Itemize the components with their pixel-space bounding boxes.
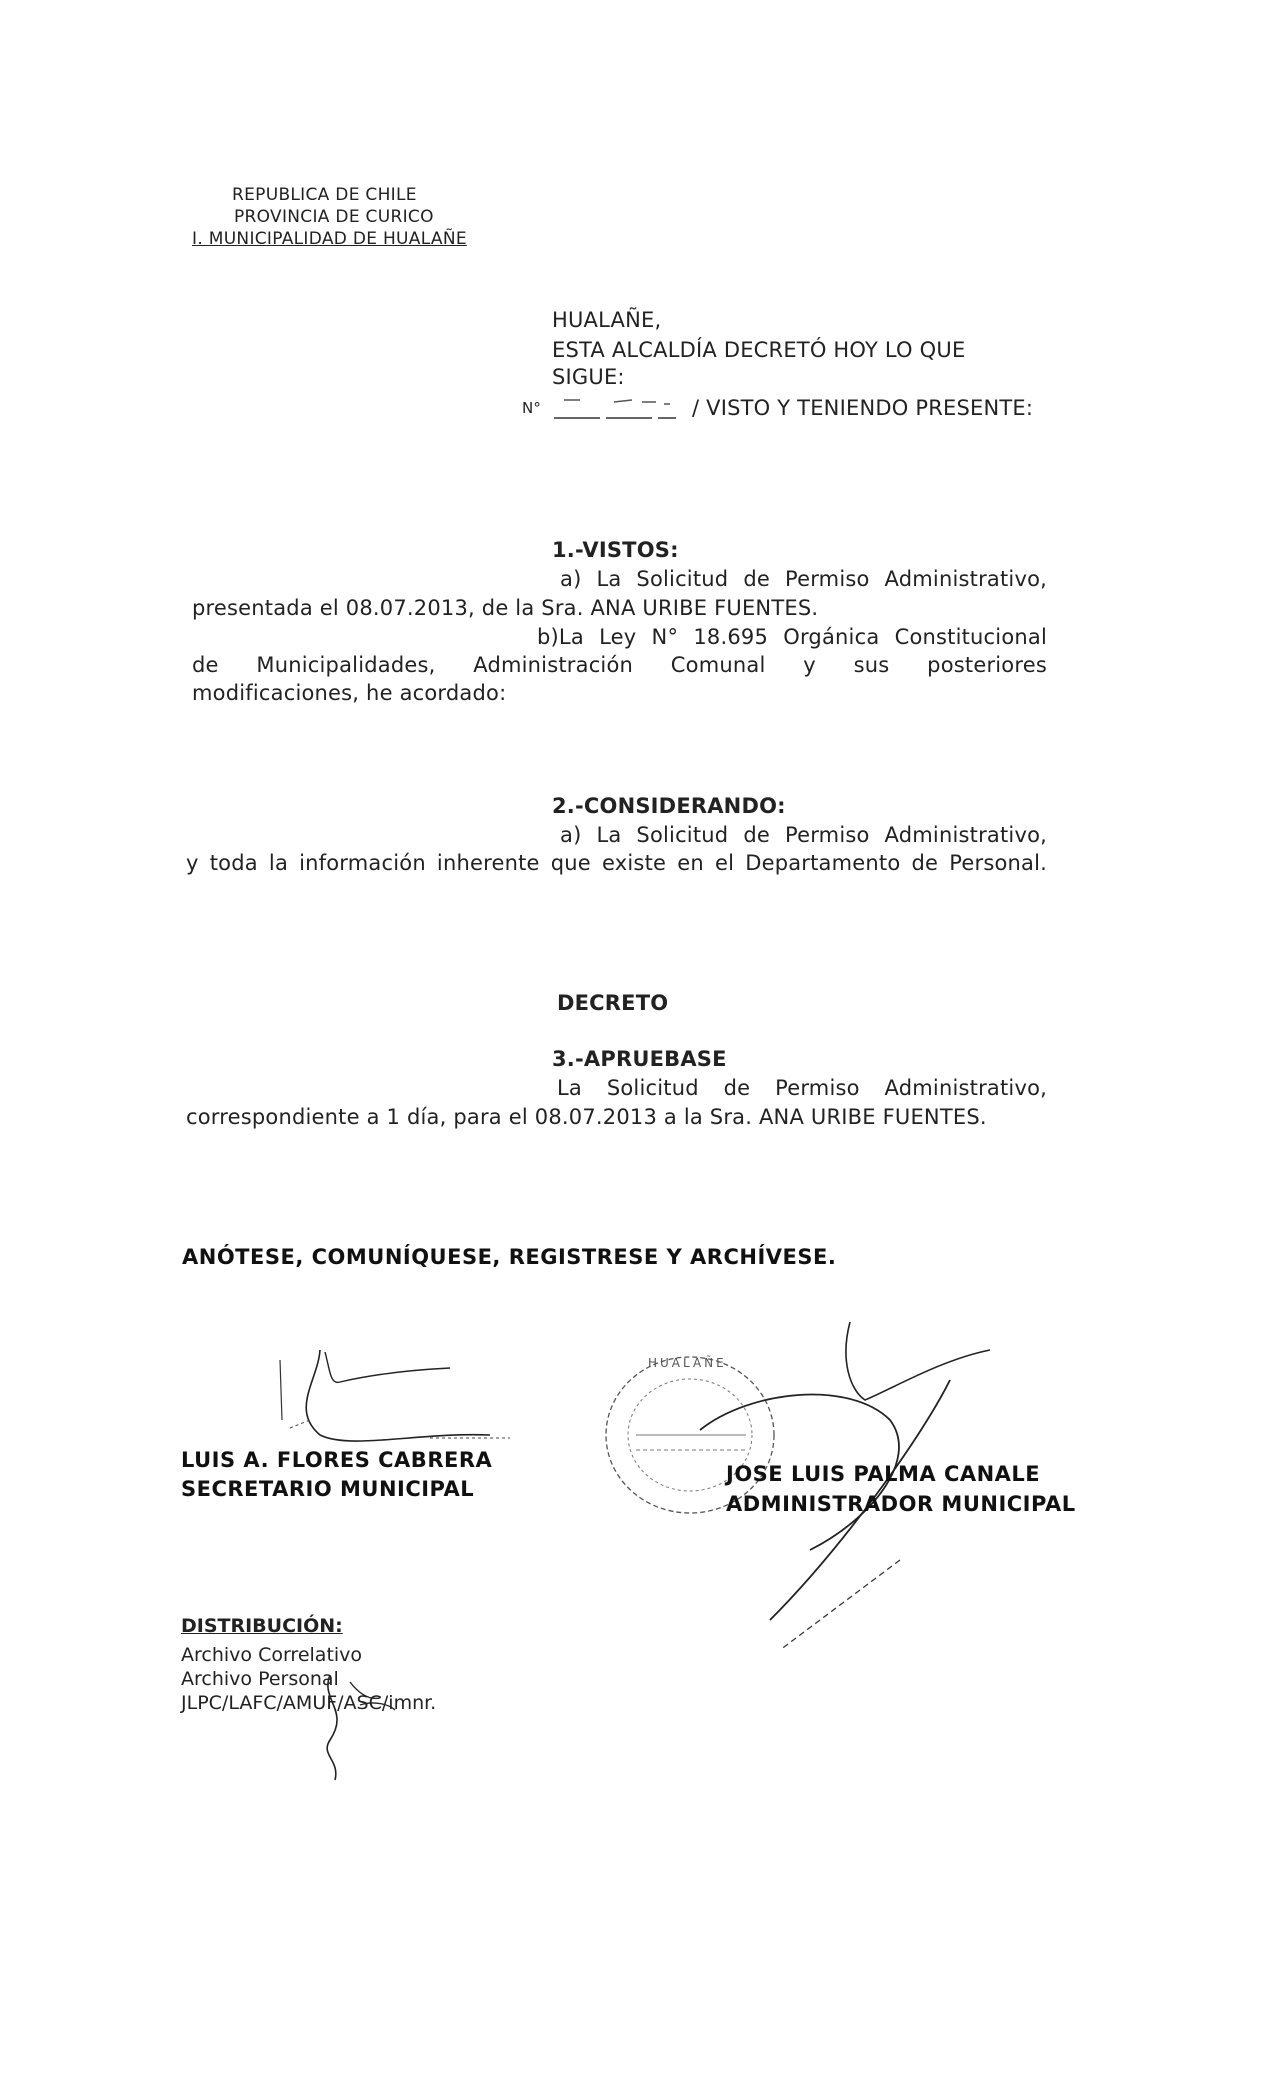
intro-line-2: SIGUE: [552, 365, 625, 389]
decreto-heading: DECRETO [557, 991, 669, 1015]
vistos-b-line-1: b)La Ley N° 18.695 Orgánica Constitucional [537, 625, 1047, 649]
left-signer-title: SECRETARIO MUNICIPAL [181, 1477, 475, 1501]
decree-number-handwritten [552, 392, 692, 422]
left-signer-name: LUIS A. FLORES CABRERA [181, 1448, 493, 1472]
closing-formula: ANÓTESE, COMUNÍQUESE, REGISTRESE Y ARCHÍVESE. [182, 1245, 837, 1269]
visto-presente: / VISTO Y TENIENDO PRESENTE: [692, 396, 1034, 420]
decreto-line-1: La Solicitud de Permiso Administrativo, [557, 1076, 1047, 1100]
decree-number-label: N° [522, 399, 542, 417]
apruebase-heading: 3.-APRUEBASE [552, 1047, 727, 1071]
header-province: PROVINCIA DE CURICO [234, 207, 434, 227]
vistos-b-line-2: de Municipalidades, Administración Comunal y sus posteriores [192, 653, 1047, 677]
vistos-heading: 1.-VISTOS: [552, 538, 679, 562]
distribution-heading: DISTRIBUCIÓN: [181, 1615, 343, 1637]
distribution-item: Archivo Correlativo [181, 1644, 363, 1666]
header-municipality: I. MUNICIPALIDAD DE HUALAÑE [192, 229, 467, 249]
header-country: REPUBLICA DE CHILE [232, 185, 417, 205]
vistos-a-line-1: a) La Solicitud de Permiso Administrativo, [560, 567, 1047, 591]
left-signature [270, 1340, 530, 1450]
seal-text: HUALAÑE [648, 1356, 727, 1370]
right-signer-name: JOSE LUIS PALMA CANALE [726, 1462, 1041, 1486]
right-signer-title: ADMINISTRADOR MUNICIPAL [726, 1492, 1076, 1516]
considerando-heading: 2.-CONSIDERANDO: [552, 794, 786, 818]
vistos-b-line-3: modificaciones, he acordado: [192, 681, 507, 705]
initials-mark [300, 1670, 420, 1790]
intro-line-1: ESTA ALCALDÍA DECRETÓ HOY LO QUE [552, 338, 966, 362]
decreto-line-2: correspondiente a 1 día, para el 08.07.2013 a la Sra. ANA URIBE FUENTES. [186, 1105, 987, 1129]
distribution-item: JLPC/LAFC/AMUF/ASC/imnr. [181, 1692, 437, 1714]
considerando-a-line-2: y toda la información inherente que existe en el Departamento de Personal. [186, 851, 1047, 875]
distribution-item: Archivo Personal [181, 1668, 339, 1690]
vistos-a-line-2: presentada el 08.07.2013, de la Sra. ANA URIBE FUENTES. [192, 596, 819, 620]
considerando-a-line-1: a) La Solicitud de Permiso Administrativo, [560, 823, 1047, 847]
place-date: HUALAÑE, [552, 308, 662, 332]
